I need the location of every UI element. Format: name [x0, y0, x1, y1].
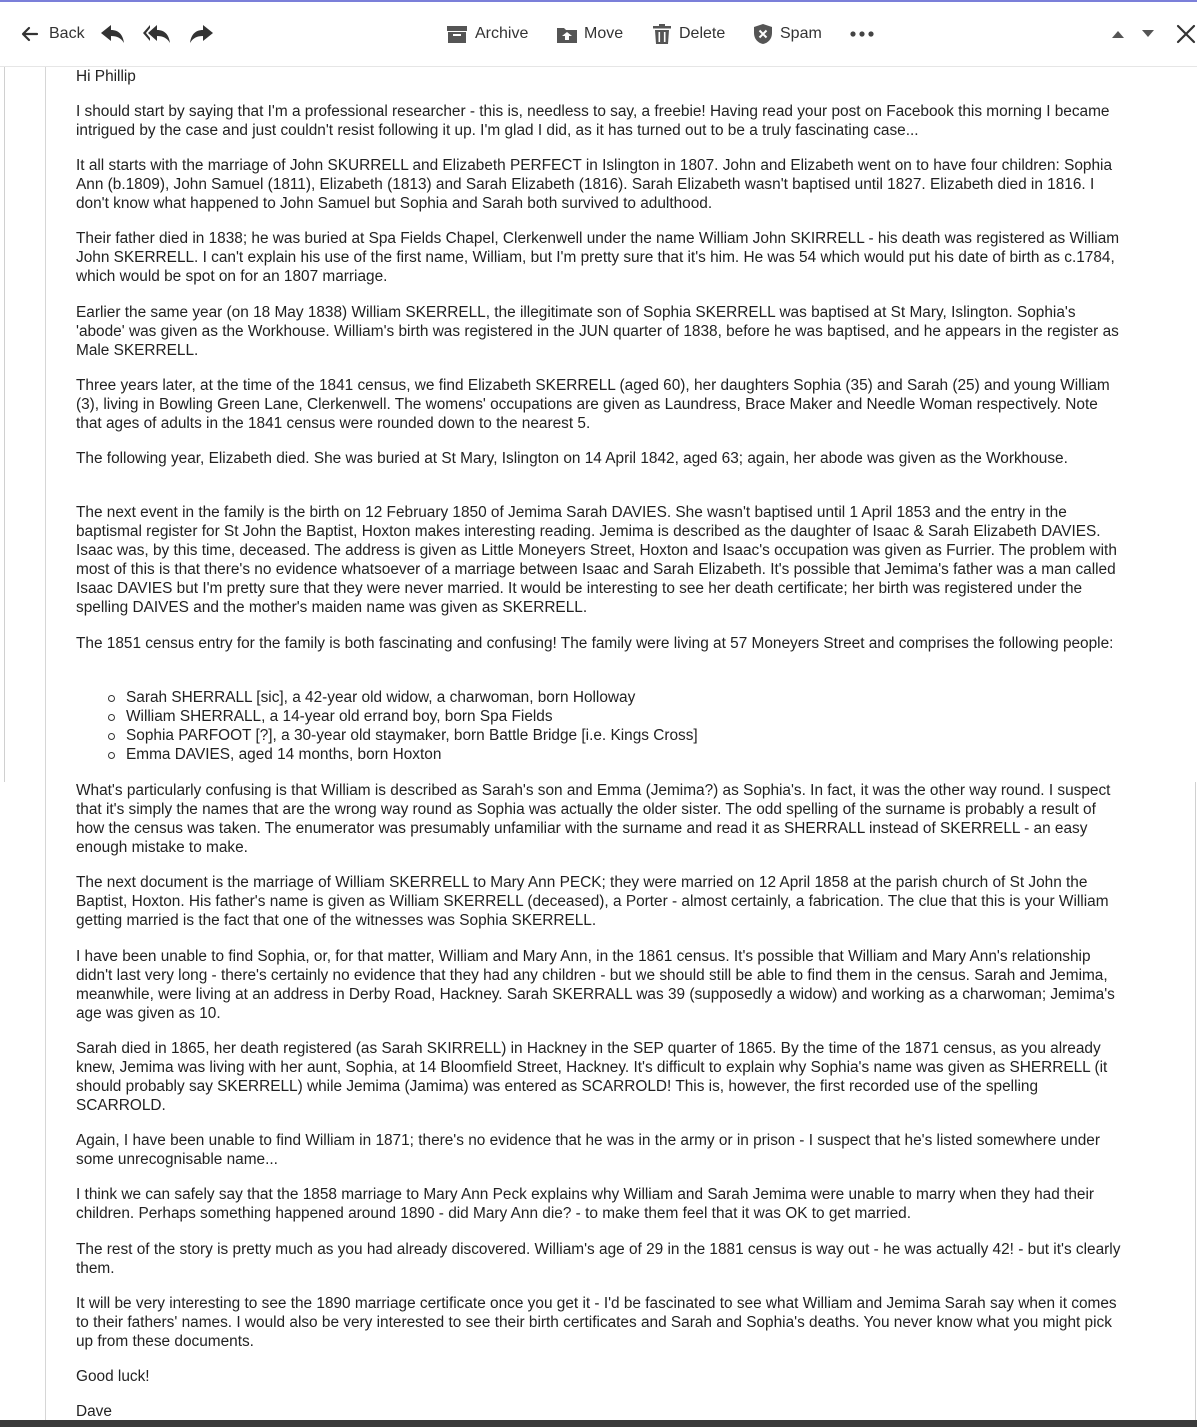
list-item: William SHERRALL, a 14-year old errand boy, born Spa Fields: [126, 707, 1126, 726]
reply-all-button[interactable]: [142, 2, 172, 66]
more-actions-button[interactable]: [849, 2, 875, 66]
reply-all-icon: [142, 23, 172, 45]
chevron-down-icon: [1140, 28, 1156, 40]
paragraph: Again, I have been unable to find William in 1871; there's no evidence that he was in the army or in prison - I suspect that he's listed somewhere under some unrecognisable name...: [76, 1132, 1100, 1168]
arrow-left-icon: [20, 24, 40, 44]
reply-button[interactable]: [100, 2, 126, 66]
previous-message-button[interactable]: [1110, 2, 1126, 66]
delete-button[interactable]: [652, 2, 725, 66]
paragraph: I think we can safely say that the 1858 marriage to Mary Ann Peck explains why William and Sarah Jemima were unable to marry when they had their children. Perhaps something happened around 1890 - did Mary Ann die? - to make them feel that it was OK to get married.: [76, 1186, 1094, 1222]
forward-button[interactable]: [188, 2, 214, 66]
shield-icon: [752, 23, 774, 45]
quote-border: [45, 67, 46, 1427]
paragraph: The next document is the marriage of William SKERRELL to Mary Ann PECK; they were married on 12 April 1858 at the parish church of St John the Baptist, Hoxton. His father's name is given as William SKERRELL (deceased), a Porter - almost certainly, a fabrication. The clue that this is your William getting married is the fact that one of the witnesses was Sophia SKERRELL.: [76, 874, 1109, 929]
move-button[interactable]: [556, 2, 623, 66]
paragraph: The rest of the story is pretty much as you had already discovered. William's age of 29 in the 1881 census is way out - he was actually 42! - but it's clearly them.: [76, 1241, 1121, 1277]
paragraph: Their father died in 1838; he was buried at Spa Fields Chapel, Clerkenwell under the name William John SKIRRELL - his death was registered as William John SKERRELL. I can't explain his use of the first name, William, but I'm pretty sure that it's him. He was 54 which would put his date of birth as c.1784, which would be spot on for an 1807 marriage.: [76, 230, 1120, 285]
list-item: Emma DAVIES, aged 14 months, born Hoxton: [126, 745, 1126, 764]
list-item: Sarah SHERRALL [sic], a 42-year old widow, a charwoman, born Holloway: [126, 688, 1126, 707]
message-toolbar: [0, 2, 1197, 67]
bottom-bar: [0, 1420, 1197, 1427]
more-icon: [849, 30, 875, 38]
spam-label: Spam: [780, 25, 822, 42]
paragraph: The following year, Elizabeth died. She was buried at St Mary, Islington on 14 April 1842, aged 63; again, her abode was given as the Workhouse.: [76, 450, 1068, 467]
list-item: Sophia PARFOOT [?], a 30-year old staymaker, born Battle Bridge [i.e. Kings Cross]: [126, 726, 1126, 745]
paragraph: I should start by saying that I'm a professional researcher - this is, needless to say, a freebie! Having read your post on Facebook this morning I became intrigued by the case and just couldn't resist following it up. I'm glad I did, as it has turned out to be a truly fascinating case...: [76, 103, 1110, 139]
paragraph: It will be very interesting to see the 1890 marriage certificate once you get it - I'd be fascinated to see what William and Jemima Sarah say when it comes to their fathers' names. I would also be very interested to see their birth certificates and Sarah and Sophia's deaths. You never know what you might pick up from these documents.: [76, 1295, 1117, 1350]
closing: Good luck!: [76, 1368, 150, 1385]
left-border: [4, 67, 5, 782]
forward-icon: [188, 23, 214, 45]
census-list: [126, 688, 1126, 764]
greeting: Hi Phillip: [76, 68, 136, 85]
paragraph: Three years later, at the time of the 1841 census, we find Elizabeth SKERRELL (aged 60), her daughters Sophia (35) and Sarah (25) and young William (3), living in Bowling Green Lane, Clerkenwell. The womens' occupations are given as Laundress, Brace Maker and Needle Woman respectively. Note that ages of adults in the 1841 census were rounded down to the nearest 5.: [76, 377, 1110, 432]
move-icon: [556, 24, 578, 44]
paragraph: Earlier the same year (on 18 May 1838) William SKERRELL, the illegitimate son of Sophia SKERRELL was baptised at St Mary, Islington. Sophia's 'abode' was given as the Workhouse. William's birth was registered in the JUN quarter of 1838, before he was baptised, and he appears in the register as Male SKERRELL.: [76, 304, 1119, 359]
paragraph: It all starts with the marriage of John SKURRELL and Elizabeth PERFECT in Islington in 1807. John and Elizabeth went on to have four children: Sophia Ann (b.1809), John Samuel (1811), Elizabeth (1813) and Sarah Elizabeth (1816). Sarah Elizabeth wasn't baptised until 1827. Elizabeth died in 1816. I don't know what happened to John Samuel but Sophia and Sarah both survived to adulthood.: [76, 157, 1113, 212]
close-button[interactable]: [1176, 2, 1196, 66]
paragraph: I have been unable to find Sophia, or, for that matter, William and Mary Ann, in the 1861 census. It's possible that William and Mary Ann's relationship didn't last very long - there's certainly no evidence that they had any children - but we should still be able to find them in the census. Sarah and Jemima, meanwhile, were living at an address in Derby Road, Hackney. Sarah SKERRALL was 39 (supposedly a widow) and working as a charwoman; Jemima's age was given as 10.: [76, 948, 1115, 1022]
reply-icon: [100, 23, 126, 45]
spam-button[interactable]: [752, 2, 822, 66]
back-label: Back: [49, 25, 85, 42]
close-icon: [1176, 24, 1196, 44]
paragraph: The next event in the family is the birth on 12 February 1850 of Jemima Sarah DAVIES. She wasn't baptised until 1 April 1853 and the entry in the baptismal register for St John the Baptist, Hoxton makes interesting reading. Jemima is described as the daughter of Isaac & Sarah Elizabeth DAVIES. Isaac was, by this time, deceased. The address is given as Little Moneyers Street, Hoxton and Isaac's occupation was given as Furrier. The problem with most of this is that there's no evidence whatsoever of a marriage between Isaac and Sarah Elizabeth. It's possible that Jemima's father was a man called Isaac DAVIES but I'm pretty sure that they were never married. It would be interesting to see her death certificate; her birth was registered under the spelling DAIVES and the mother's maiden name was given as SKERRELL.: [76, 504, 1117, 616]
archive-icon: [446, 24, 468, 44]
next-message-button[interactable]: [1140, 2, 1156, 66]
back-button[interactable]: [20, 2, 85, 66]
archive-button[interactable]: [446, 2, 528, 66]
chevron-up-icon: [1110, 28, 1126, 40]
archive-label: Archive: [475, 25, 529, 42]
delete-label: Delete: [679, 25, 726, 42]
signature: Dave: [76, 1403, 112, 1420]
paragraph: Sarah died in 1865, her death registered (as Sarah SKIRRELL) in Hackney in the SEP quarter of 1865. By the time of the 1871 census, as you already knew, Jemima was living with her aunt, Sophia, at 14 Bloomfield Street, Hackney. It's difficult to explain why Sophia's name was given as SHERRELL (it should probably say SKERRELL) while Jemima (Jamima) was entered as SCARROLD! This is, however, the first recorded use of the spelling SCARROLD.: [76, 1040, 1108, 1114]
right-border: [1195, 782, 1196, 1422]
move-label: Move: [584, 25, 624, 42]
paragraph: The 1851 census entry for the family is both fascinating and confusing! The family were living at 57 Moneyers Street and comprises the following people:: [76, 635, 1114, 652]
paragraph: What's particularly confusing is that William is described as Sarah's son and Emma (Jemima?) as Sophia's. In fact, it was the other way round. I suspect that it's simply the names that are the wrong way round as Sophia was actually the older sister. The odd spelling of the surname is probably a result of how the census was taken. The enumerator was presumably unfamiliar with the surname and read it as SHERRALL instead of SKERRELL - an easy enough mistake to make.: [76, 782, 1111, 856]
trash-icon: [652, 23, 672, 45]
